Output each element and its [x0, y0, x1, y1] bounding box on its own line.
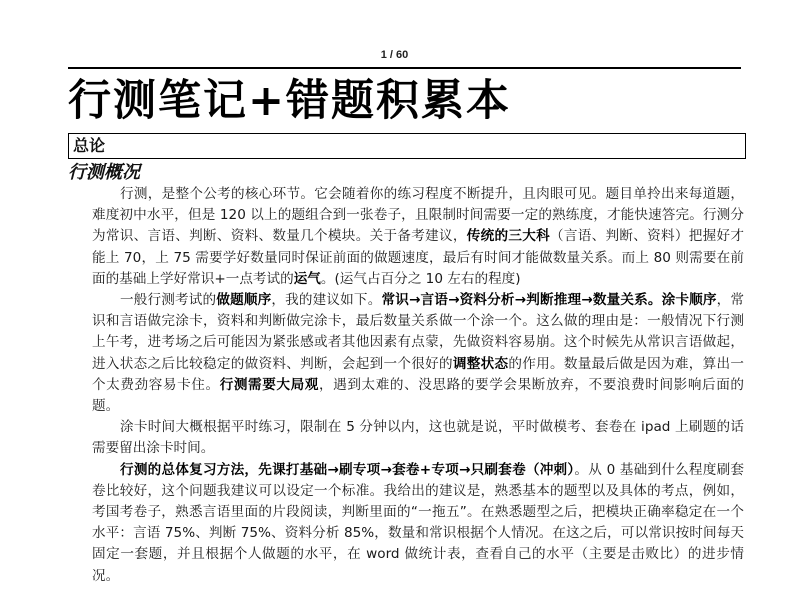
text-run: 一般行测考试的 — [120, 292, 217, 309]
text-run: 的作用。数量最后做是因为难，算出一个太费劲容易卡住。 — [92, 355, 745, 393]
paragraph — [92, 184, 744, 290]
section-heading: 总论 — [68, 133, 746, 159]
bold-text: 调整状态 — [452, 355, 509, 372]
text-run: ，遇到太难的、没思路的要学会果断放弃，不要浪费时间影响后面的题。 — [92, 376, 745, 415]
bold-text: 常识→言语→资料分析→判断推理→数量关系。涂卡顺序 — [381, 292, 717, 309]
subheading: 行测概况 — [68, 162, 140, 183]
text-run: ，我的建议如下。 — [271, 292, 382, 309]
bold-text: 运气 — [293, 270, 321, 287]
bold-text: 做题顺序 — [216, 292, 272, 309]
page-number: 1 / 60 — [380, 49, 409, 61]
text-run: 。(运气占百分之 10 左右的程度) — [320, 270, 521, 287]
text-run: 行测，是整个公考的核心环节。它会随着你的练习程度不断提升，且肉眼可见。题目单拎出来每道题，难度初中水平，但是 120 以上的题组合到一张卷子，且限制时间需要一定的熟练度，才能快速答完。行测分为常识、言语、判断、资料、数量几个模块。关于备考建议， — [92, 186, 744, 245]
document-title: 行测笔记+错题积累本 — [68, 76, 512, 126]
header-rule — [68, 67, 741, 69]
text-run: ，常识和言语做完涂卡，资料和判断做完涂卡，最后数量关系做一个涂一个。这么做的理由是：一般情况下行测上午考，进考场之后可能因为紧张感或者其他因素有点蒙，先做资料容易崩。这个时候先从常识言语做起，进入状态之后比较稳定的做资料、判断，会起到一个很好的 — [92, 292, 745, 372]
text-run: （言语、判断、资料）把握好才能上 70，上 75 需要学好数量同时保证前面的做题速度，最后有时间才能做数量关系。而上 80 则需要在前面的基础上学好常识+一点考试的 — [92, 228, 745, 287]
text-run: 。从 0 基础到什么程度刷套卷比较好，这个问题我建议可以设定一个标准。我给出的建议是，熟悉基本的题型以及具体的考点，例如，考国考卷子，熟悉言语里面的片段阅读，判断里面的“一拖五”。在熟悉题型之后，把模块正确率稳定在一个水平：言语 75%、判断 75%、资料分析 85%，数量和常识根据个人情况。在这之后，可以常识按时间每天固定一套题，并且根据个人做题的水平，在 word 做统计表，查看自己的水平（主要是击败比）的进步情况。 — [92, 461, 744, 584]
body-text — [92, 184, 744, 587]
paragraph — [92, 460, 744, 587]
paragraph — [92, 417, 744, 459]
bold-text: 行测需要大局观 — [219, 376, 319, 393]
text-run: 涂卡时间大概根据平时练习，限制在 5 分钟以内，这也就是说，平时做模考、套卷在 ipad 上刷题的话需要留出涂卡时间。 — [92, 419, 744, 457]
paragraph — [92, 290, 744, 417]
bold-text: 行测的总体复习方法，先课打基础→刷专项→套卷+专项→只刷套卷（冲刺） — [120, 461, 575, 478]
bold-text: 传统的三大科 — [466, 228, 550, 245]
